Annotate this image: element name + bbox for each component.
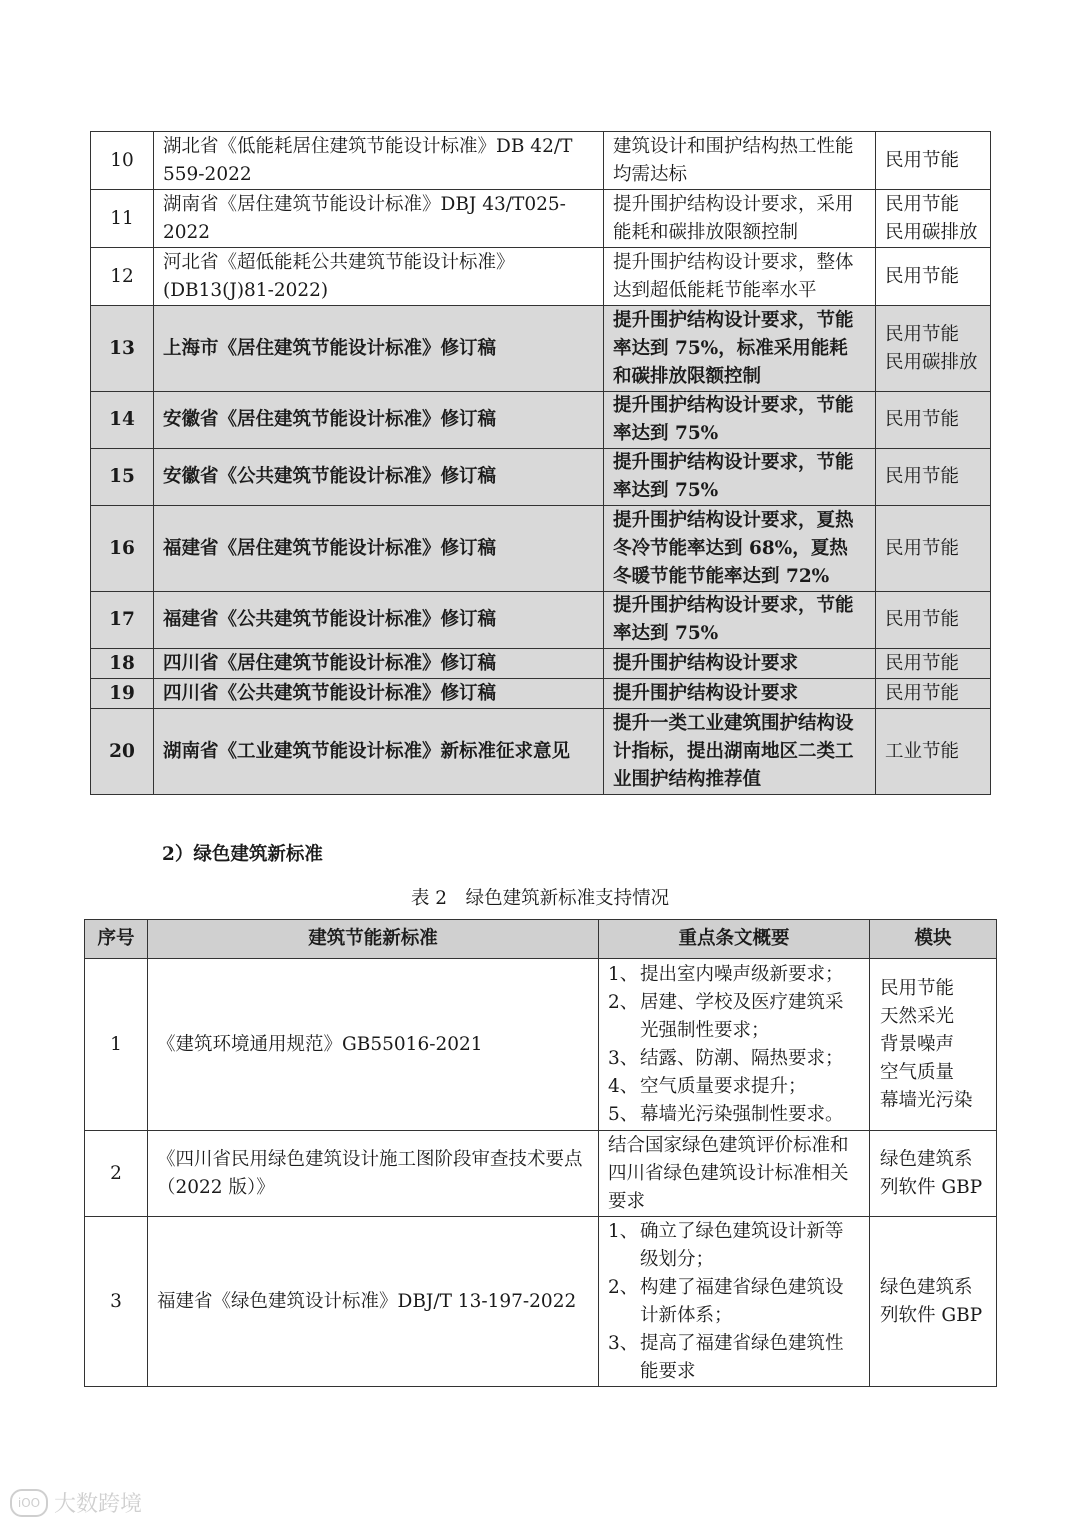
table-header-row [85,920,997,959]
row-number: 12 [91,248,154,306]
list-item-number: 3、 [608,1047,639,1069]
module-cell [870,959,997,1131]
standard-name: 四川省《居住建筑节能设计标准》修订稿 [154,649,604,679]
module-label: 空气质量 [880,1061,955,1083]
module-label: 民用节能 [885,149,960,171]
row-number: 19 [91,679,154,709]
row-number: 10 [91,132,154,190]
table-row [85,1217,997,1387]
list-item-number: 4、 [608,1075,639,1097]
standard-name: 安徽省《公共建筑节能设计标准》修订稿 [154,449,604,506]
list-item-text: 空气质量要求提升； [640,1075,807,1097]
table-row [85,1131,997,1217]
standard-name: 湖南省《工业建筑节能设计标准》新标准征求意见 [154,709,604,795]
module-label: 民用节能 [885,323,960,345]
module-label: 民用节能 [885,409,960,430]
key-points: 提升围护结构设计要求，夏热冬冷节能率达到 68%，夏热冬暖节能节能率达到 72% [604,506,876,592]
list-item-text: 结露、防潮、隔热要求； [640,1047,844,1069]
standard-name: 湖北省《低能耗居住建筑节能设计标准》DB 42/T 559-2022 [154,132,604,190]
key-points: 提升围护结构设计要求，节能率达到 75% [604,392,876,449]
row-number: 3 [85,1217,148,1387]
module-label: 民用节能 [885,537,960,559]
module-label: 民用节能 [885,609,960,630]
table-row [91,132,991,190]
list-item-text: 确立了绿色建筑设计新等级划分； [640,1220,844,1270]
list-item-text: 提出室内噪声级新要求； [640,963,844,985]
standard-name: 《四川省民用绿色建筑设计施工图阶段审查技术要点（2022 版）》 [148,1131,599,1217]
list-item [608,1073,860,1101]
row-number: 13 [91,306,154,392]
list-item [608,1274,860,1330]
watermark-logo-icon: iOO [10,1489,48,1517]
green-building-table-body [85,959,997,1387]
row-number: 14 [91,392,154,449]
table-row [91,679,991,709]
module-label: 民用节能 [885,466,960,487]
list-item-text: 提高了福建省绿色建筑性能要求 [640,1332,844,1382]
key-points: 提升围护结构设计要求，采用能耗和碳排放限额控制 [604,190,876,248]
header-num: 序号 [85,920,148,959]
watermark-text: 大数跨境 [54,1492,143,1517]
standard-name: 上海市《居住建筑节能设计标准》修订稿 [154,306,604,392]
standard-name: 湖南省《居住建筑节能设计标准》DBJ 43/T025-2022 [154,190,604,248]
standard-name: 河北省《超低能耗公共建筑节能设计标准》(DB13(J)81-2022) [154,248,604,306]
module-label: 天然采光 [880,1005,955,1027]
table-row [91,190,991,248]
header-module: 模块 [870,920,997,959]
standard-name: 《建筑环境通用规范》GB55016-2021 [148,959,599,1131]
list-item-text: 居建、学校及医疗建筑采光强制性要求； [640,991,844,1041]
standard-name: 四川省《公共建筑节能设计标准》修订稿 [154,679,604,709]
table-row [91,709,991,795]
module-cell [876,392,991,449]
watermark [10,1487,142,1518]
green-building-table [84,919,997,1387]
module-cell [870,1217,997,1387]
module-label: 背景噪声 [880,1033,955,1055]
row-number: 17 [91,592,154,649]
module-label: 民用节能 [885,652,960,674]
list-item-number: 2、 [608,1276,639,1298]
module-label: 民用节能 [885,265,960,287]
module-cell [876,592,991,649]
list-item-number: 1、 [608,1220,639,1242]
standard-name: 福建省《绿色建筑设计标准》DBJ/T 13-197-2022 [148,1217,599,1387]
standard-name: 福建省《居住建筑节能设计标准》修订稿 [154,506,604,592]
key-points: 提升一类工业建筑围护结构设计指标，提出湖南地区二类工业围护结构推荐值 [604,709,876,795]
key-points-list [608,961,860,1129]
list-item-number: 2、 [608,991,639,1013]
list-item [608,989,860,1045]
row-number: 20 [91,709,154,795]
module-cell [876,132,991,190]
key-points: 提升围护结构设计要求，节能率达到 75% [604,592,876,649]
module-cell [876,679,991,709]
list-item [608,1101,860,1129]
row-number: 11 [91,190,154,248]
list-item-text: 构建了福建省绿色建筑设计新体系； [640,1276,844,1326]
table-row [85,959,997,1131]
key-points: 提升围护结构设计要求，节能率达到 75% [604,449,876,506]
key-points [599,1217,870,1387]
key-points: 提升围护结构设计要求 [604,679,876,709]
table-caption: 表 2 绿色建筑新标准支持情况 [410,888,670,909]
key-points [599,959,870,1131]
list-item-text: 幕墙光污染强制性要求。 [640,1103,844,1125]
key-points: 提升围护结构设计要求 [604,649,876,679]
row-number: 16 [91,506,154,592]
module-cell [876,506,991,592]
module-cell [870,1131,997,1217]
key-points: 结合国家绿色建筑评价标准和四川省绿色建筑设计标准相关要求 [599,1131,870,1217]
module-cell [876,306,991,392]
list-item [608,1045,860,1073]
table-row [91,506,991,592]
table-row [91,592,991,649]
table-row [91,392,991,449]
energy-standards-table [90,131,991,795]
module-label: 绿色建筑系 [880,1148,973,1170]
module-label: 列软件 GBP [880,1304,983,1326]
module-cell [876,248,991,306]
table-row [91,649,991,679]
table-row [91,306,991,392]
list-item-number: 5、 [608,1103,639,1125]
row-number: 15 [91,449,154,506]
row-number: 18 [91,649,154,679]
key-points-list [608,1218,860,1386]
module-cell [876,649,991,679]
module-label: 列软件 GBP [880,1176,983,1198]
energy-standards-table-body [91,132,991,795]
standard-name: 安徽省《居住建筑节能设计标准》修订稿 [154,392,604,449]
module-label: 工业节能 [885,740,960,762]
row-number: 2 [85,1131,148,1217]
list-item [608,1218,860,1274]
module-label: 民用节能 [885,193,960,215]
module-label: 幕墙光污染 [880,1089,973,1111]
list-item [608,1330,860,1386]
module-cell [876,449,991,506]
header-standard: 建筑节能新标准 [148,920,599,959]
module-label: 民用节能 [885,682,960,704]
key-points: 建筑设计和围护结构热工性能均需达标 [604,132,876,190]
table-row [91,248,991,306]
table-row [91,449,991,506]
module-label: 民用节能 [880,977,955,999]
list-item [608,961,860,989]
module-label: 绿色建筑系 [880,1276,973,1298]
key-points: 提升围护结构设计要求，节能率达到 75%，标准采用能耗和碳排放限额控制 [604,306,876,392]
header-key-points: 重点条文概要 [599,920,870,959]
row-number: 1 [85,959,148,1131]
module-label: 民用碳排放 [885,351,978,373]
list-item-number: 3、 [608,1332,639,1354]
module-label: 民用碳排放 [885,221,978,243]
list-item-number: 1、 [608,963,639,985]
module-cell [876,190,991,248]
module-cell [876,709,991,795]
standard-name: 福建省《公共建筑节能设计标准》修订稿 [154,592,604,649]
key-points: 提升围护结构设计要求，整体达到超低能耗节能率水平 [604,248,876,306]
section-title: 2）绿色建筑新标准 [162,844,323,865]
